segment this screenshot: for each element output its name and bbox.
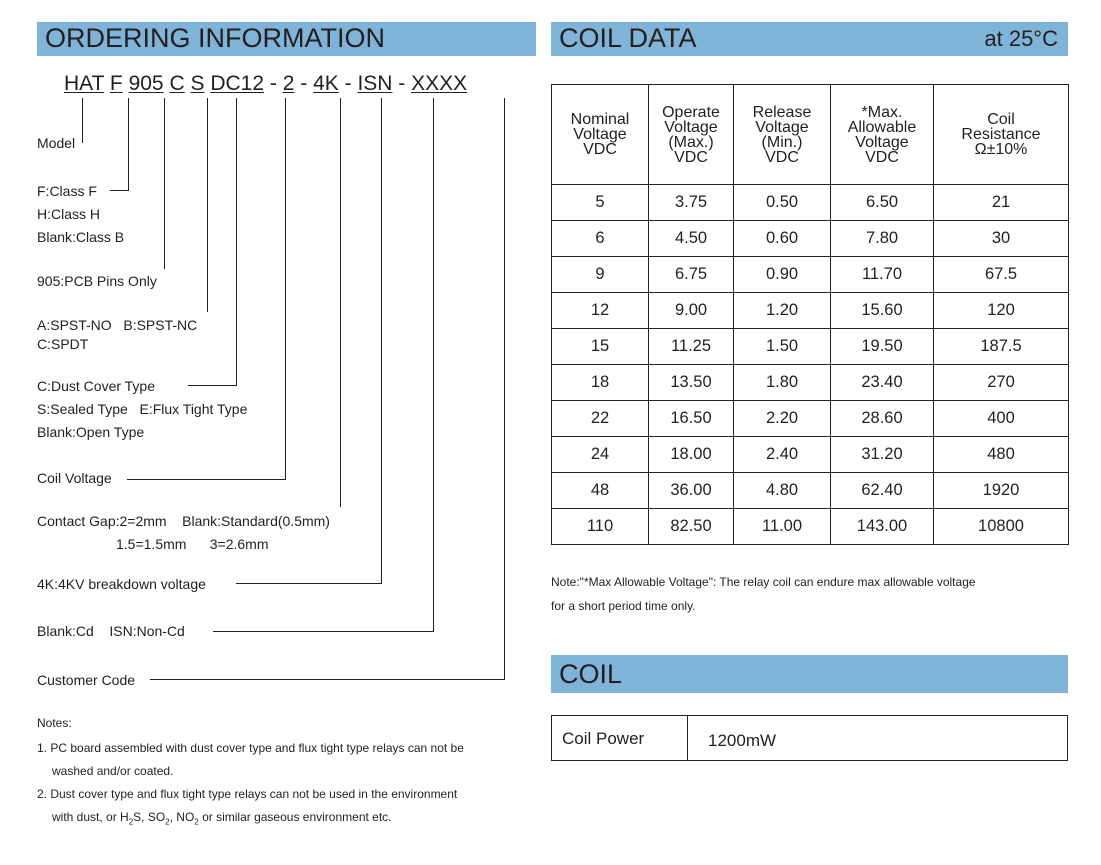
leader-breakdown <box>381 98 382 584</box>
coil-header-cell: Operate Voltage (Max.) VDC <box>649 85 734 185</box>
leader-cover <box>236 98 237 386</box>
label-contact-c: C:SPDT <box>37 336 89 352</box>
code-separator: - <box>392 72 412 95</box>
table-cell: 22 <box>552 401 649 437</box>
table-cell: 9.00 <box>649 293 734 329</box>
table-cell: 15 <box>552 329 649 365</box>
table-cell: 1.50 <box>734 329 831 365</box>
label-class-b: Blank:Class B <box>37 229 125 245</box>
table-cell: 1.20 <box>734 293 831 329</box>
table-cell: 2.40 <box>734 437 831 473</box>
table-cell: 1920 <box>934 473 1069 509</box>
table-row <box>552 329 1069 365</box>
code-separator: - <box>264 72 283 95</box>
label-dust-cover: C:Dust Cover Type <box>37 378 156 394</box>
leader-voltage-h <box>127 479 286 480</box>
label-breakdown: 4K:4KV breakdown voltage <box>37 576 206 592</box>
coil-data-temperature: at 25°C <box>984 26 1058 51</box>
code-segment: C <box>169 72 185 95</box>
code-segment: HAT <box>64 72 105 95</box>
code-segment: 2 <box>282 72 295 95</box>
leader-model <box>82 98 83 143</box>
coil-data-title: COIL DATA <box>559 23 697 53</box>
table-cell: 28.60 <box>831 401 934 437</box>
table-row <box>552 365 1069 401</box>
table-cell: 400 <box>934 401 1069 437</box>
table-row <box>552 473 1069 509</box>
coil-data-note-line-1: Note:"*Max Allowable Voltage": The relay coil can endure max allowable voltage <box>551 575 976 589</box>
table-cell: 0.60 <box>734 221 831 257</box>
table-cell: 19.50 <box>831 329 934 365</box>
note-2-line-2: with dust, or $H_2S$, $SO_2$, $NO_2$ or similar gaseous environment etc. <box>52 810 392 827</box>
table-row <box>552 293 1069 329</box>
note-1-line-2: washed and/or coated. <box>52 764 174 778</box>
table-cell: 13.50 <box>649 365 734 401</box>
table-cell: 31.20 <box>831 437 934 473</box>
table-cell: 11.25 <box>649 329 734 365</box>
table-cell: 18 <box>552 365 649 401</box>
table-cell: 120 <box>934 293 1069 329</box>
table-row <box>552 509 1069 545</box>
leader-cd <box>433 98 434 632</box>
table-cell: 62.40 <box>831 473 934 509</box>
table-cell: 4.80 <box>734 473 831 509</box>
table-cell: 16.50 <box>649 401 734 437</box>
table-cell: 23.40 <box>831 365 934 401</box>
label-class-f: F:Class F <box>37 183 97 199</box>
note-2-line-1: 2. Dust cover type and flux tight type relays can not be used in the environment <box>37 787 458 801</box>
table-cell: 187.5 <box>934 329 1069 365</box>
table-cell: 6.75 <box>649 257 734 293</box>
table-cell: 3.75 <box>649 185 734 221</box>
coil-header-cell: Coil Resistance Ω±10% <box>934 85 1069 185</box>
label-contact-gap-2: 1.5=1.5mm 3=2.6mm <box>116 536 269 552</box>
leader-gap <box>340 98 341 507</box>
code-segment: DC12 <box>210 72 265 95</box>
code-segment: XXXX <box>411 72 468 95</box>
leader-class <box>128 98 129 191</box>
label-contact-gap: Contact Gap:2=2mm Blank:Standard(0.5mm) <box>37 513 330 529</box>
table-row <box>552 221 1069 257</box>
leader-pcb <box>164 98 165 269</box>
table-cell: 15.60 <box>831 293 934 329</box>
table-cell: 143.00 <box>831 509 934 545</box>
leader-customer-h <box>150 679 505 680</box>
table-cell: 24 <box>552 437 649 473</box>
code-segment: 905 <box>128 72 164 95</box>
table-cell: 12 <box>552 293 649 329</box>
leader-voltage <box>285 98 286 480</box>
table-cell: 18.00 <box>649 437 734 473</box>
label-coil-voltage: Coil Voltage <box>37 470 112 486</box>
coil-power-box <box>551 715 1068 761</box>
code-segment: S <box>190 72 205 95</box>
table-cell: 0.50 <box>734 185 831 221</box>
table-cell: 21 <box>934 185 1069 221</box>
table-row <box>552 257 1069 293</box>
table-cell: 6 <box>552 221 649 257</box>
table-cell: 6.50 <box>831 185 934 221</box>
label-cd: Blank:Cd ISN:Non-Cd <box>37 623 185 639</box>
leader-breakdown-h <box>236 583 382 584</box>
code-segment: ISN <box>357 72 393 95</box>
label-customer-code: Customer Code <box>37 672 136 688</box>
ordering-title: ORDERING INFORMATION <box>37 22 536 56</box>
coil-power-label: Coil Power <box>562 729 645 748</box>
table-cell: 67.5 <box>934 257 1069 293</box>
leader-class-h <box>110 190 129 191</box>
table-cell: 480 <box>934 437 1069 473</box>
table-cell: 0.90 <box>734 257 831 293</box>
leader-cd-h <box>213 631 434 632</box>
label-contact-ab: A:SPST-NO B:SPST-NC <box>37 317 198 333</box>
leader-cover-h <box>188 385 237 386</box>
notes-title: Notes: <box>37 716 72 730</box>
table-cell: 36.00 <box>649 473 734 509</box>
label-sealed-flux: S:Sealed Type E:Flux Tight Type <box>37 401 248 417</box>
coil-data-table <box>551 84 1069 545</box>
part-number-code <box>64 72 467 96</box>
table-cell: 4.50 <box>649 221 734 257</box>
table-cell: 11.70 <box>831 257 934 293</box>
table-cell: 82.50 <box>649 509 734 545</box>
table-cell: 270 <box>934 365 1069 401</box>
table-cell: 11.00 <box>734 509 831 545</box>
coil-power-value: 1200mW <box>708 731 777 750</box>
table-cell: 30 <box>934 221 1069 257</box>
label-pcb: 905:PCB Pins Only <box>37 273 157 289</box>
leader-contact <box>207 98 208 312</box>
code-segment: F <box>109 72 123 95</box>
coil-data-header-row <box>552 85 1069 185</box>
table-row <box>552 185 1069 221</box>
coil-title: COIL <box>551 655 1068 693</box>
table-row <box>552 401 1069 437</box>
table-cell: 5 <box>552 185 649 221</box>
code-segment: 4K <box>313 72 339 95</box>
table-cell: 10800 <box>934 509 1069 545</box>
leader-customer <box>504 98 505 680</box>
coil-power-divider <box>687 716 688 760</box>
coil-header-cell: Release Voltage (Min.) VDC <box>734 85 831 185</box>
coil-data-note-line-2: for a short period time only. <box>551 599 696 613</box>
coil-header-cell: *Max. Allowable Voltage VDC <box>831 85 934 185</box>
table-cell: 9 <box>552 257 649 293</box>
table-cell: 7.80 <box>831 221 934 257</box>
label-model: Model <box>37 135 76 151</box>
note-1-line-1: 1. PC board assembled with dust cover type and flux tight type relays can not be <box>37 741 464 755</box>
coil-header-cell: Nominal Voltage VDC <box>552 85 649 185</box>
table-cell: 1.80 <box>734 365 831 401</box>
table-row <box>552 437 1069 473</box>
coil-data-title-bar <box>551 22 1068 56</box>
label-open-type: Blank:Open Type <box>37 424 145 440</box>
table-cell: 48 <box>552 473 649 509</box>
code-separator: - <box>338 72 358 95</box>
table-cell: 110 <box>552 509 649 545</box>
code-separator: - <box>294 72 314 95</box>
label-class-h: H:Class H <box>37 206 101 222</box>
table-cell: 2.20 <box>734 401 831 437</box>
